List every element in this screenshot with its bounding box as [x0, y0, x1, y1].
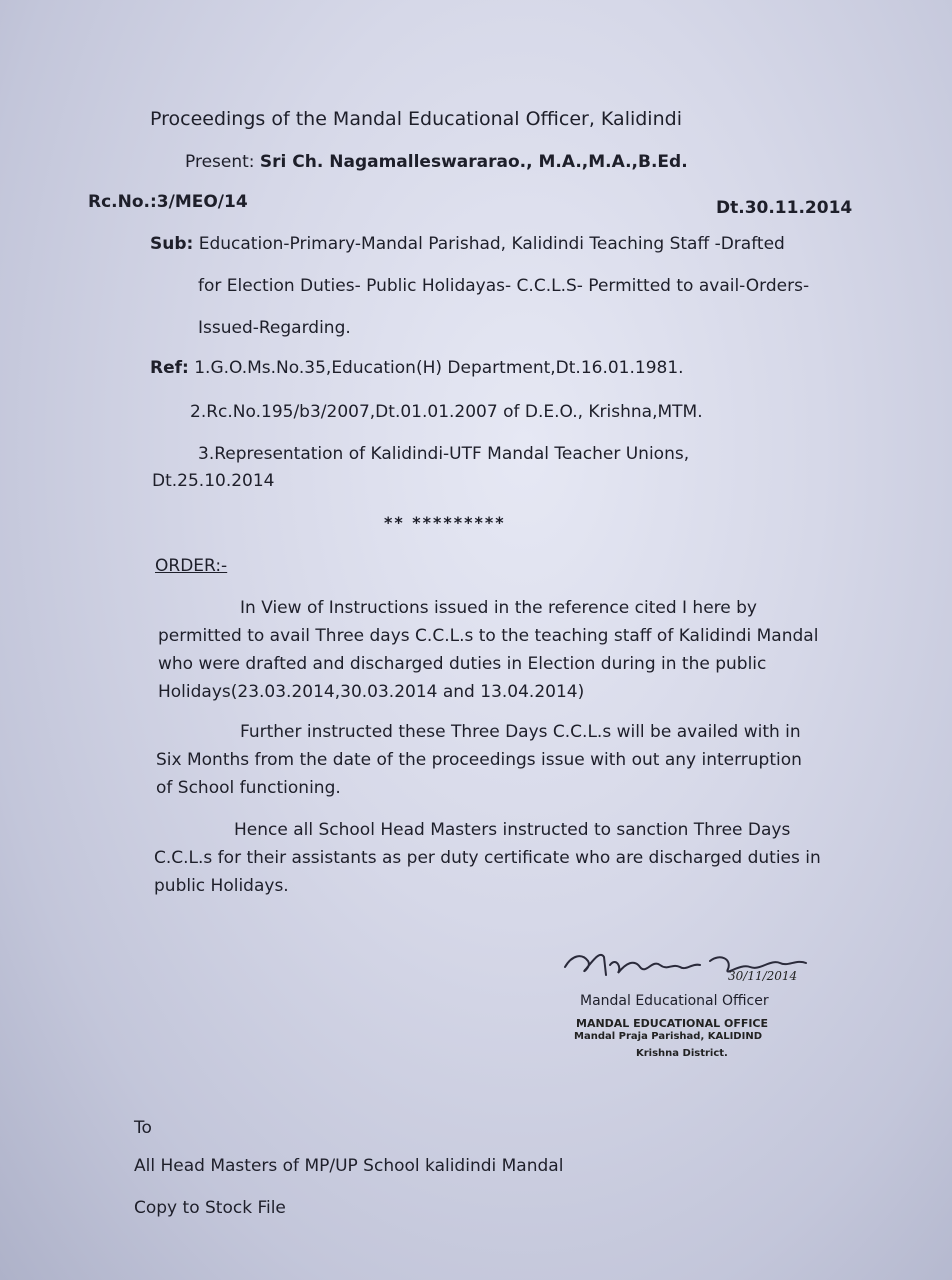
signatory-designation: Mandal Educational Officer: [580, 993, 769, 1009]
reference-3-date: Dt.25.10.2014: [152, 471, 275, 491]
order-p1-line1: In View of Instructions issued in the reference cited I here by: [240, 598, 757, 618]
subject-line-2: for Election Duties- Public Holidayas- C.C.L.S- Permitted to avail-Orders-: [198, 276, 810, 296]
stamp-line-1: MANDAL EDUCATIONAL OFFICE: [576, 1017, 769, 1030]
order-p1-line3: who were drafted and discharged duties in Election during in the public: [158, 654, 767, 674]
recipients: All Head Masters of MP/UP School kalidindi Mandal: [134, 1156, 564, 1176]
order-heading: ORDER:-: [155, 556, 228, 576]
stamp-line-2: Mandal Praja Parishad, KALIDIND: [574, 1031, 762, 1042]
document-date: Dt.30.11.2014: [716, 198, 853, 218]
reference-1: 1.G.O.Ms.No.35,Education(H) Department,Dt.16.01.1981.: [194, 358, 684, 378]
stamp-line-3: Krishna District.: [636, 1048, 728, 1059]
order-p1-line2: permitted to avail Three days C.C.L.s to the teaching staff of Kalidindi Mandal: [158, 626, 819, 646]
present-line: [185, 152, 688, 172]
to-label: To: [134, 1118, 152, 1138]
reference-3: 3.Representation of Kalidindi-UTF Mandal Teacher Unions,: [198, 444, 690, 464]
subject-label: Sub:: [150, 234, 194, 254]
subject-line-3: Issued-Regarding.: [198, 318, 351, 338]
subject-line-1: [150, 234, 785, 254]
order-p1-line4: Holidays(23.03.2014,30.03.2014 and 13.04.2014): [158, 682, 585, 702]
order-p3-line2: C.C.L.s for their assistants as per duty certificate who are discharged duties in: [154, 848, 821, 868]
copy-to: Copy to Stock File: [134, 1198, 286, 1218]
reference-line-1: [150, 358, 684, 378]
subject-text-1: Education-Primary-Mandal Parishad, Kalidindi Teaching Staff -Drafted: [198, 234, 785, 254]
signature-date: 30/11/2014: [728, 969, 798, 983]
order-p2-line2: Six Months from the date of the proceedings issue with out any interruption: [156, 750, 802, 770]
signature-block: [540, 945, 830, 1075]
rc-number: Rc.No.:3/MEO/14: [88, 192, 248, 212]
document-title: Proceedings of the Mandal Educational Officer, Kalidindi: [150, 108, 682, 130]
reference-label: Ref:: [150, 358, 189, 378]
order-p3-line1: Hence all School Head Masters instructed to sanction Three Days: [234, 820, 791, 840]
present-name: Sri Ch. Nagamalleswararao., M.A.,M.A.,B.Ed.: [259, 152, 688, 172]
order-p3-line3: public Holidays.: [154, 876, 289, 896]
separator: ** *********: [384, 513, 506, 532]
present-label: Present:: [185, 152, 255, 172]
order-p2-line1: Further instructed these Three Days C.C.L.s will be availed with in: [240, 722, 801, 742]
order-p2-line3: of School functioning.: [156, 778, 341, 798]
reference-2: 2.Rc.No.195/b3/2007,Dt.01.01.2007 of D.E.O., Krishna,MTM.: [190, 402, 703, 422]
